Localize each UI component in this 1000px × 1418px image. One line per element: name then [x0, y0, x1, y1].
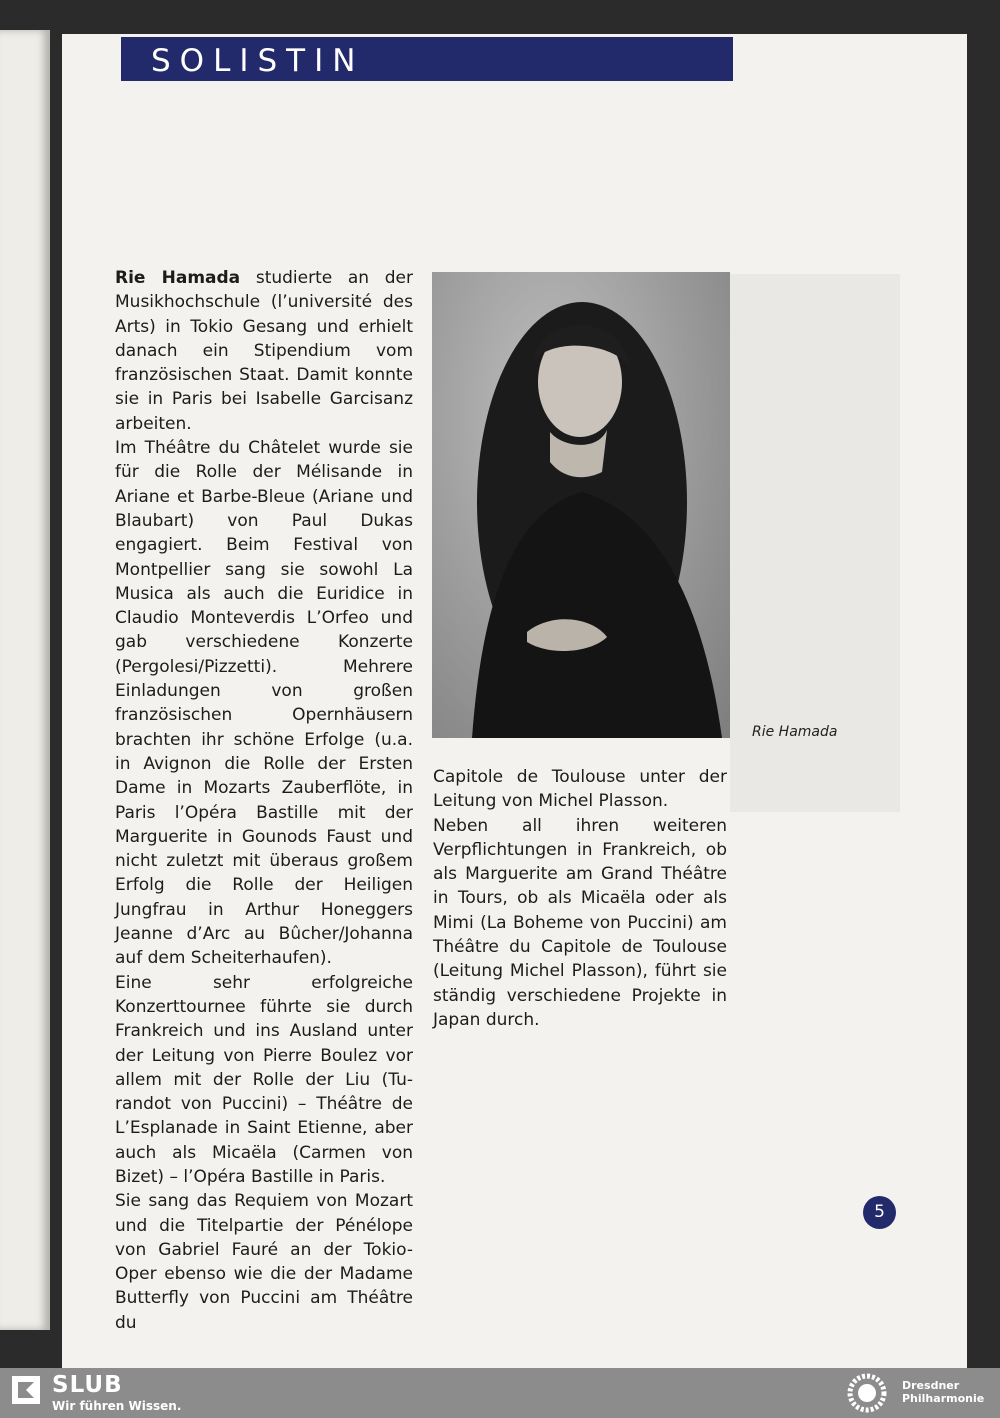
- portrait-photo: [432, 272, 730, 738]
- article-column-left: [115, 266, 413, 1335]
- page-number-badge: 5: [863, 1196, 896, 1229]
- intro-text: studierte an der Musikhochschule (l’université des Arts) in Tokio Gesang und erhielt danach ein Stipendium vom französischen Staat. Damit konnte sie in Paris bei Isabelle Garcisanz arbeiten.: [115, 268, 413, 434]
- paragraph-tour: Eine sehr erfolgreiche Konzerttournee führte sie durch Frankreich und ins Ausland unter der Leitung von Pierre Boulez vor allem mit der Rolle der Liu (Tu-randot von Puccini) – Théâtre de L’Esplanade in Saint Etienne, aber auch als Micaëla (Carmen von Bizet) – l’Opéra Bastille in Paris.: [115, 972, 413, 1187]
- section-title: SOLISTIN: [151, 43, 365, 79]
- facing-page-edge: [0, 30, 50, 1330]
- slub-logo-icon: [12, 1376, 40, 1404]
- section-header: [121, 37, 733, 81]
- partner-line-1: Dresdner: [902, 1379, 960, 1392]
- photo-caption: Rie Hamada: [752, 724, 838, 740]
- paragraph-intro: [115, 266, 413, 436]
- footer-bar: [0, 1368, 1000, 1418]
- partner-name: [902, 1379, 984, 1405]
- slub-subtitle: Wir führen Wissen.: [52, 1399, 182, 1413]
- paragraph-continued: Capitole de Toulouse unter der Leitung von Michel Plasson.: [433, 767, 727, 812]
- paragraph-career: Im Théâtre du Châtelet wurde sie für die Rolle der Mélisande in Ariane et Barbe-Bleue (Ariane und Blaubart) von Paul Dukas engagiert. Beim Festival von Montpellier sang sie sowohl La Musica als auch die Euridice in Claudio Monteverdis L’Orfeo und gab verschiedene Konzerte (Pergolesi/Pizzetti). Mehrere Einladungen von großen französischen Opernhäusern brachten ihr schöne Erfolge (u.a. in Avignon die Rolle der Ersten Dame in Mozarts Zauberflöte, in Paris l’Opéra Bastille mit der Marguerite in Gounods Faust und nicht zuletzt mit überaus großem Erfolg die Rolle der Heiligen Jungfrau in Arthur Honeggers Jeanne d’Arc au Bûcher/Johanna auf dem Scheiterhaufen).: [115, 438, 413, 969]
- slub-title: SLUB: [52, 1372, 123, 1398]
- paragraph-commitments: Neben all ihren weiteren Verpflichtungen in Frankreich, ob als Marguerite am Grand Théâtre in Tours, ob als Micaëla oder als Mimi (La Boheme von Puccini) am Théâtre du Capitole de Toulouse (Leitung Michel Plasson), führt sie ständig verschiedene Projekte in Japan durch.: [433, 815, 727, 1030]
- paragraph-requiem: Sie sang das Requiem von Mozart und die Titelpartie der Pénélope von Gabriel Fauré an der Tokio-Oper ebenso wie die der Madame Butterfly von Puccini am Théâtre du: [115, 1191, 413, 1333]
- partner-line-2: Philharmonie: [902, 1392, 985, 1405]
- lead-name: Rie Hamada: [115, 268, 241, 288]
- document-page: [62, 34, 967, 1368]
- portrait-illustration: [432, 272, 730, 738]
- article-column-right: [433, 765, 727, 1032]
- dresdner-philharmonie-logo-icon: [842, 1372, 892, 1414]
